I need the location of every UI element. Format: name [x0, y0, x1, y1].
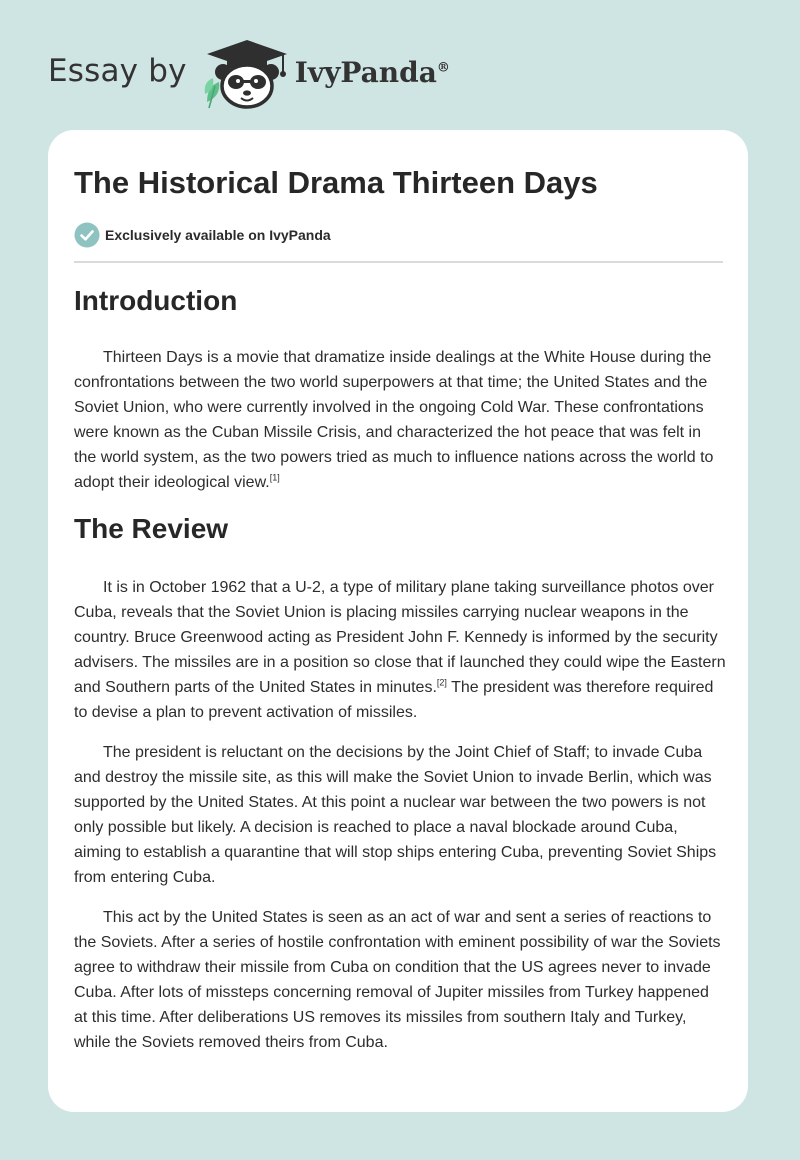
registered-mark: ® [436, 60, 450, 76]
check-circle-icon [74, 222, 100, 248]
badge-label: Exclusively available on IvyPanda [105, 227, 331, 243]
essay-card [48, 130, 748, 1112]
page-title: The Historical Drama Thirteen Days [74, 165, 598, 200]
panda-graduate-logo-icon [201, 38, 293, 110]
section-heading-introduction: Introduction [74, 285, 238, 316]
essay-by-label: Essay by [48, 53, 187, 89]
review-paragraph-1: It is in October 1962 that a U-2, a type of military plane taking surveillance photos over Cuba, reveals that the Soviet Union is placing missiles carrying nuclear weapons in the country. Bruce Greenwood acting as President John F. Kennedy is informed by the security advisers. The missiles are in a position so close that if launched they could wipe the Eastern and Southern parts of the United States in minutes.[2] The president was therefore required to devise a plan to prevent activation of missiles. [74, 579, 726, 721]
footnote-ref-1[interactable]: [1] [269, 472, 280, 483]
brand-name: IvyPanda® [294, 55, 450, 89]
exclusive-badge [74, 222, 331, 248]
footnote-ref-2[interactable]: [2] [436, 677, 447, 688]
brand-header[interactable] [48, 34, 450, 114]
intro-paragraph: Thirteen Days is a movie that dramatize inside dealings at the White House during the confrontations between the two world superpowers at that time; the United States and the Soviet Union, who were currently involved in the ongoing Cold War. These confrontations were known as the Cuban Missile Crisis, and characterized the hot peace that was felt in the world system, as the two powers tried as much to influence nations across the world to adopt their ideological view.[1] [74, 349, 714, 491]
review-paragraph-2: The president is reluctant on the decisions by the Joint Chief of Staff; to invade Cuba and destroy the missile site, as this will make the Soviet Union to invade Berlin, which was supported by the United States. At this point a nuclear war between the two powers is not only possible but likely. A decision is reached to place a naval blockade around Cuba, aiming to establish a quarantine that will stop ships entering Cuba, preventing Soviet Ships from entering Cuba. [74, 744, 717, 886]
review-paragraph-3: This act by the United States is seen as an act of war and sent a series of reactions to the Soviets. After a series of hostile confrontation with eminent possibility of war the Soviets agree to withdraw their missile from Cuba on condition that the US agrees never to invade Cuba. After lots of missteps concerning removal of Jupiter missiles from Turkey happened at this time. After deliberations US removes its missiles from southern Italy and Turkey, while the Soviets removed theirs from Cuba. [74, 909, 721, 1051]
essay-body [74, 282, 726, 1055]
section-heading-review: The Review [74, 513, 229, 544]
title-divider [74, 261, 723, 263]
